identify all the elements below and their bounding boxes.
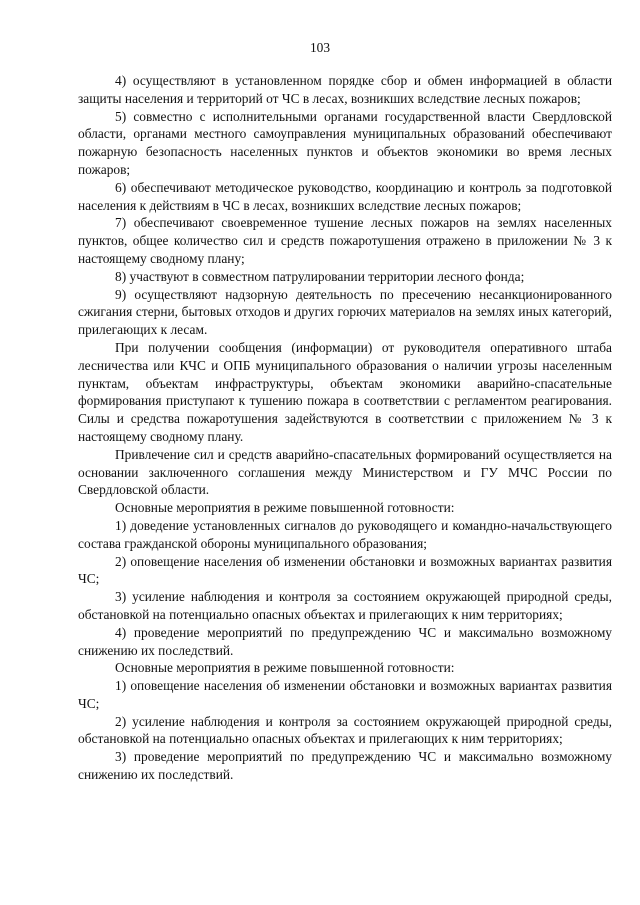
- paragraph: 4) осуществляют в установленном порядке сбор и обмен информацией в области защиты населения и территорий от ЧС в лесах, возникших вследствие лесных пожаров;: [78, 73, 612, 106]
- paragraph: 6) обеспечивают методическое руководство, координацию и контроль за подготовкой населения к действиям в ЧС в лесах, возникших вследствие лесных пожаров;: [78, 179, 612, 213]
- paragraph: 5) совместно с исполнительными органами государственной власти Свердловской области, органами местного самоуправления муниципальных образований обеспечивают пожарную безопасность населенных пунктов и объектов экономики во время лесных пожаров;: [78, 108, 612, 177]
- document-body: [78, 72, 612, 784]
- paragraph: Основные мероприятия в режиме повышенной готовности:: [115, 660, 455, 676]
- paragraph: При получении сообщения (информации) от руководителя оперативного штаба лесничества или КЧС и ОПБ муниципального образования о наличии угрозы населенным пунктам, объектам инфраструктуры, объектам экономики аварийно-спасательные формирования приступают к тушению пожара в соответствии с регламентом реагирования. Силы и средства пожаротушения задействуются в соответствии с приложением № 3 к настоящему сводному плану.: [78, 339, 612, 444]
- paragraph: 7) обеспечивают своевременное тушение лесных пожаров на землях населенных пунктов, общее количество сил и средств пожаротушения отражено в приложении № 3 к настоящему сводному плану;: [78, 215, 612, 266]
- paragraph: 2) усиление наблюдения и контроля за состоянием окружающей природной среды, обстановкой на потенциально опасных объектах и прилегающих к ним территориях;: [78, 713, 612, 747]
- paragraph: Основные мероприятия в режиме повышенной готовности:: [115, 500, 455, 516]
- paragraph: Привлечение сил и средств аварийно-спасательных формирований осуществляется на основании заключенного соглашения между Министерством и ГУ МЧС России по Свердловской области.: [78, 446, 612, 498]
- paragraph: 3) усиление наблюдения и контроля за состоянием окружающей природной среды, обстановкой на потенциально опасных объектах и прилегающих к ним территориях;: [78, 589, 612, 622]
- paragraph: 1) оповещение населения об изменении обстановки и возможных вариантах развития ЧС;: [78, 678, 612, 711]
- paragraph: 8) участвуют в совместном патрулировании территории лесного фонда;: [115, 268, 525, 284]
- paragraph: 1) доведение установленных сигналов до руководящего и командно-начальствующего состава гражданской обороны муниципального образования;: [78, 517, 612, 551]
- page-number: 103: [309, 40, 331, 55]
- paragraph: 4) проведение мероприятий по предупреждению ЧС и максимально возможному снижению их последствий.: [78, 624, 612, 658]
- paragraph: 9) осуществляют надзорную деятельность по пресечению несанкционированного сжигания стерни, бытовых отходов и других горючих материалов на землях иных категорий, прилегающих к лесам.: [78, 286, 612, 338]
- paragraph: 2) оповещение населения об изменении обстановки и возможных вариантах развития ЧС;: [78, 553, 612, 587]
- paragraph: 3) проведение мероприятий по предупреждению ЧС и максимально возможному снижению их последствий.: [78, 749, 612, 783]
